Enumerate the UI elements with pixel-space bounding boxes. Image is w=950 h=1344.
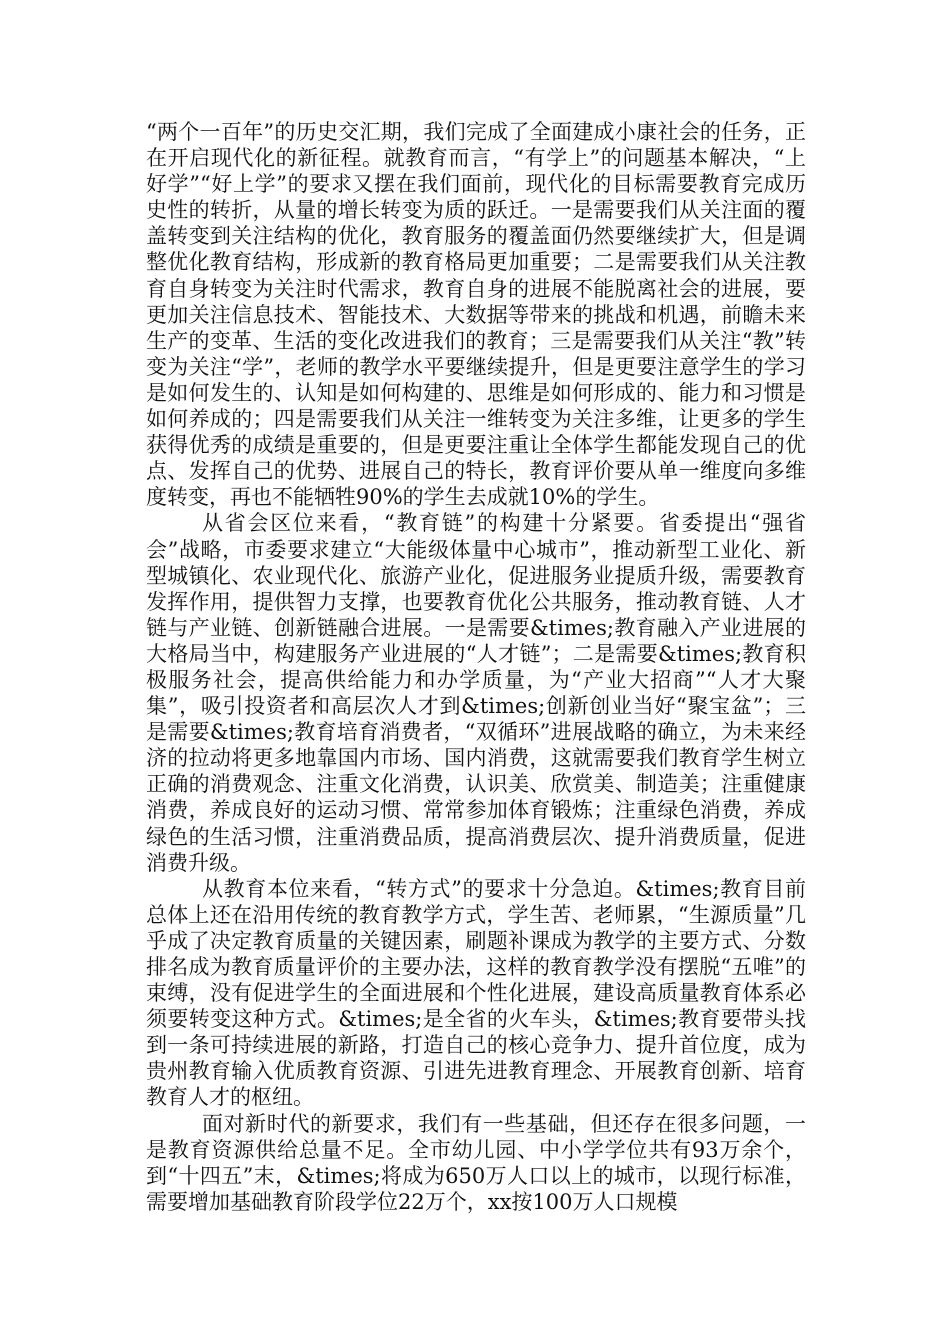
paragraph-1: “两个一百年”的历史交汇期，我们完成了全面建成小康社会的任务，正在开启现代化的新征程。就教育而言，“有学上”的问题基本解决，“上好学”“好上学”的要求又摆在我们面前，现代化的目标需要教育完成历史性的转折，从量的增长转变为质的跃迁。一是需要我们从关注面的覆盖转变到关注结构的优化，教育服务的覆盖面仍然要继续扩大，但是调整优化教育结构，形成新的教育格局更加重要；二是需要我们从关注教育自身转变为关注时代需求，教育自身的进展不能脱离社会的进展，要更加关注信息技术、智能技术、大数据等带来的挑战和机遇，前瞻未来生产的变革、生活的变化改进我们的教育；三是需要我们从关注“教”转变为关注“学”，老师的教学水平要继续提升，但是更要注意学生的学习是如何发生的、认知是如何构建的、思维是如何形成的、能力和习惯是如何养成的；四是需要我们从关注一维转变为关注多维，让更多的学生获得优秀的成绩是重要的，但是更要注重让全体学生都能发现自己的优点、发挥自己的优势、进展自己的特长，教育评价要从单一维度向多维度转变，再也不能牺牲90%的学生去成就10%的学生。 bbox=[146, 120, 806, 510]
paragraph-3: 从教育本位来看，“转方式”的要求十分急迫。&times;教育目前总体上还在沿用传统的教育教学方式，学生苦、老师累，“生源质量”几乎成了决定教育质量的关键因素，刷题补课成为教学的主要方式、分数排名成为教育质量评价的主要办法，这样的教育教学没有摆脱“五唯”的束缚，没有促进学生的全面进展和个性化进展，建设高质量教育体系必须要转变这种方式。&times;是全省的火车头，&times;教育要带头找到一条可持续进展的新路，打造自己的核心竞争力、提升首位度，成为贵州教育输入优质教育资源、引进先进教育理念、开展教育创新、培育教育人才的枢纽。 bbox=[146, 876, 806, 1110]
paragraph-2: 从省会区位来看，“教育链”的构建十分紧要。省委提出“强省会”战略，市委要求建立“大能级体量中心城市”，推动新型工业化、新型城镇化、农业现代化、旅游产业化，促进服务业提质升级，需要教育发挥作用，提供智力支撑，也要教育优化公共服务，推动教育链、人才链与产业链、创新链融合进展。一是需要&times;教育融入产业进展的大格局当中，构建服务产业进展的“人才链”；二是需要&times;教育积极服务社会，提高供给能力和办学质量，为“产业大招商”“人才大聚集”，吸引投资者和高层次人才到&times;创新创业当好“聚宝盆”；三是需要&times;教育培育消费者，“双循环”进展战略的确立，为未来经济的拉动将更多地靠国内市场、国内消费，这就需要我们教育学生树立正确的消费观念、注重文化消费，认识美、欣赏美、制造美；注重健康消费，养成良好的运动习惯、常常参加体育锻炼；注重绿色消费，养成绿色的生活习惯，注重消费品质，提高消费层次、提升消费质量，促进消费升级。 bbox=[146, 511, 806, 875]
paragraph-4: 面对新时代的新要求，我们有一些基础，但还存在很多问题，一是教育资源供给总量不足。全市幼儿园、中小学学位共有93万余个，到“十四五”末，&times;将成为650万人口以上的城市，以现行标准，需要增加基础教育阶段学位22万个，xx按100万人口规模 bbox=[146, 1111, 806, 1214]
document-body bbox=[146, 119, 806, 1215]
